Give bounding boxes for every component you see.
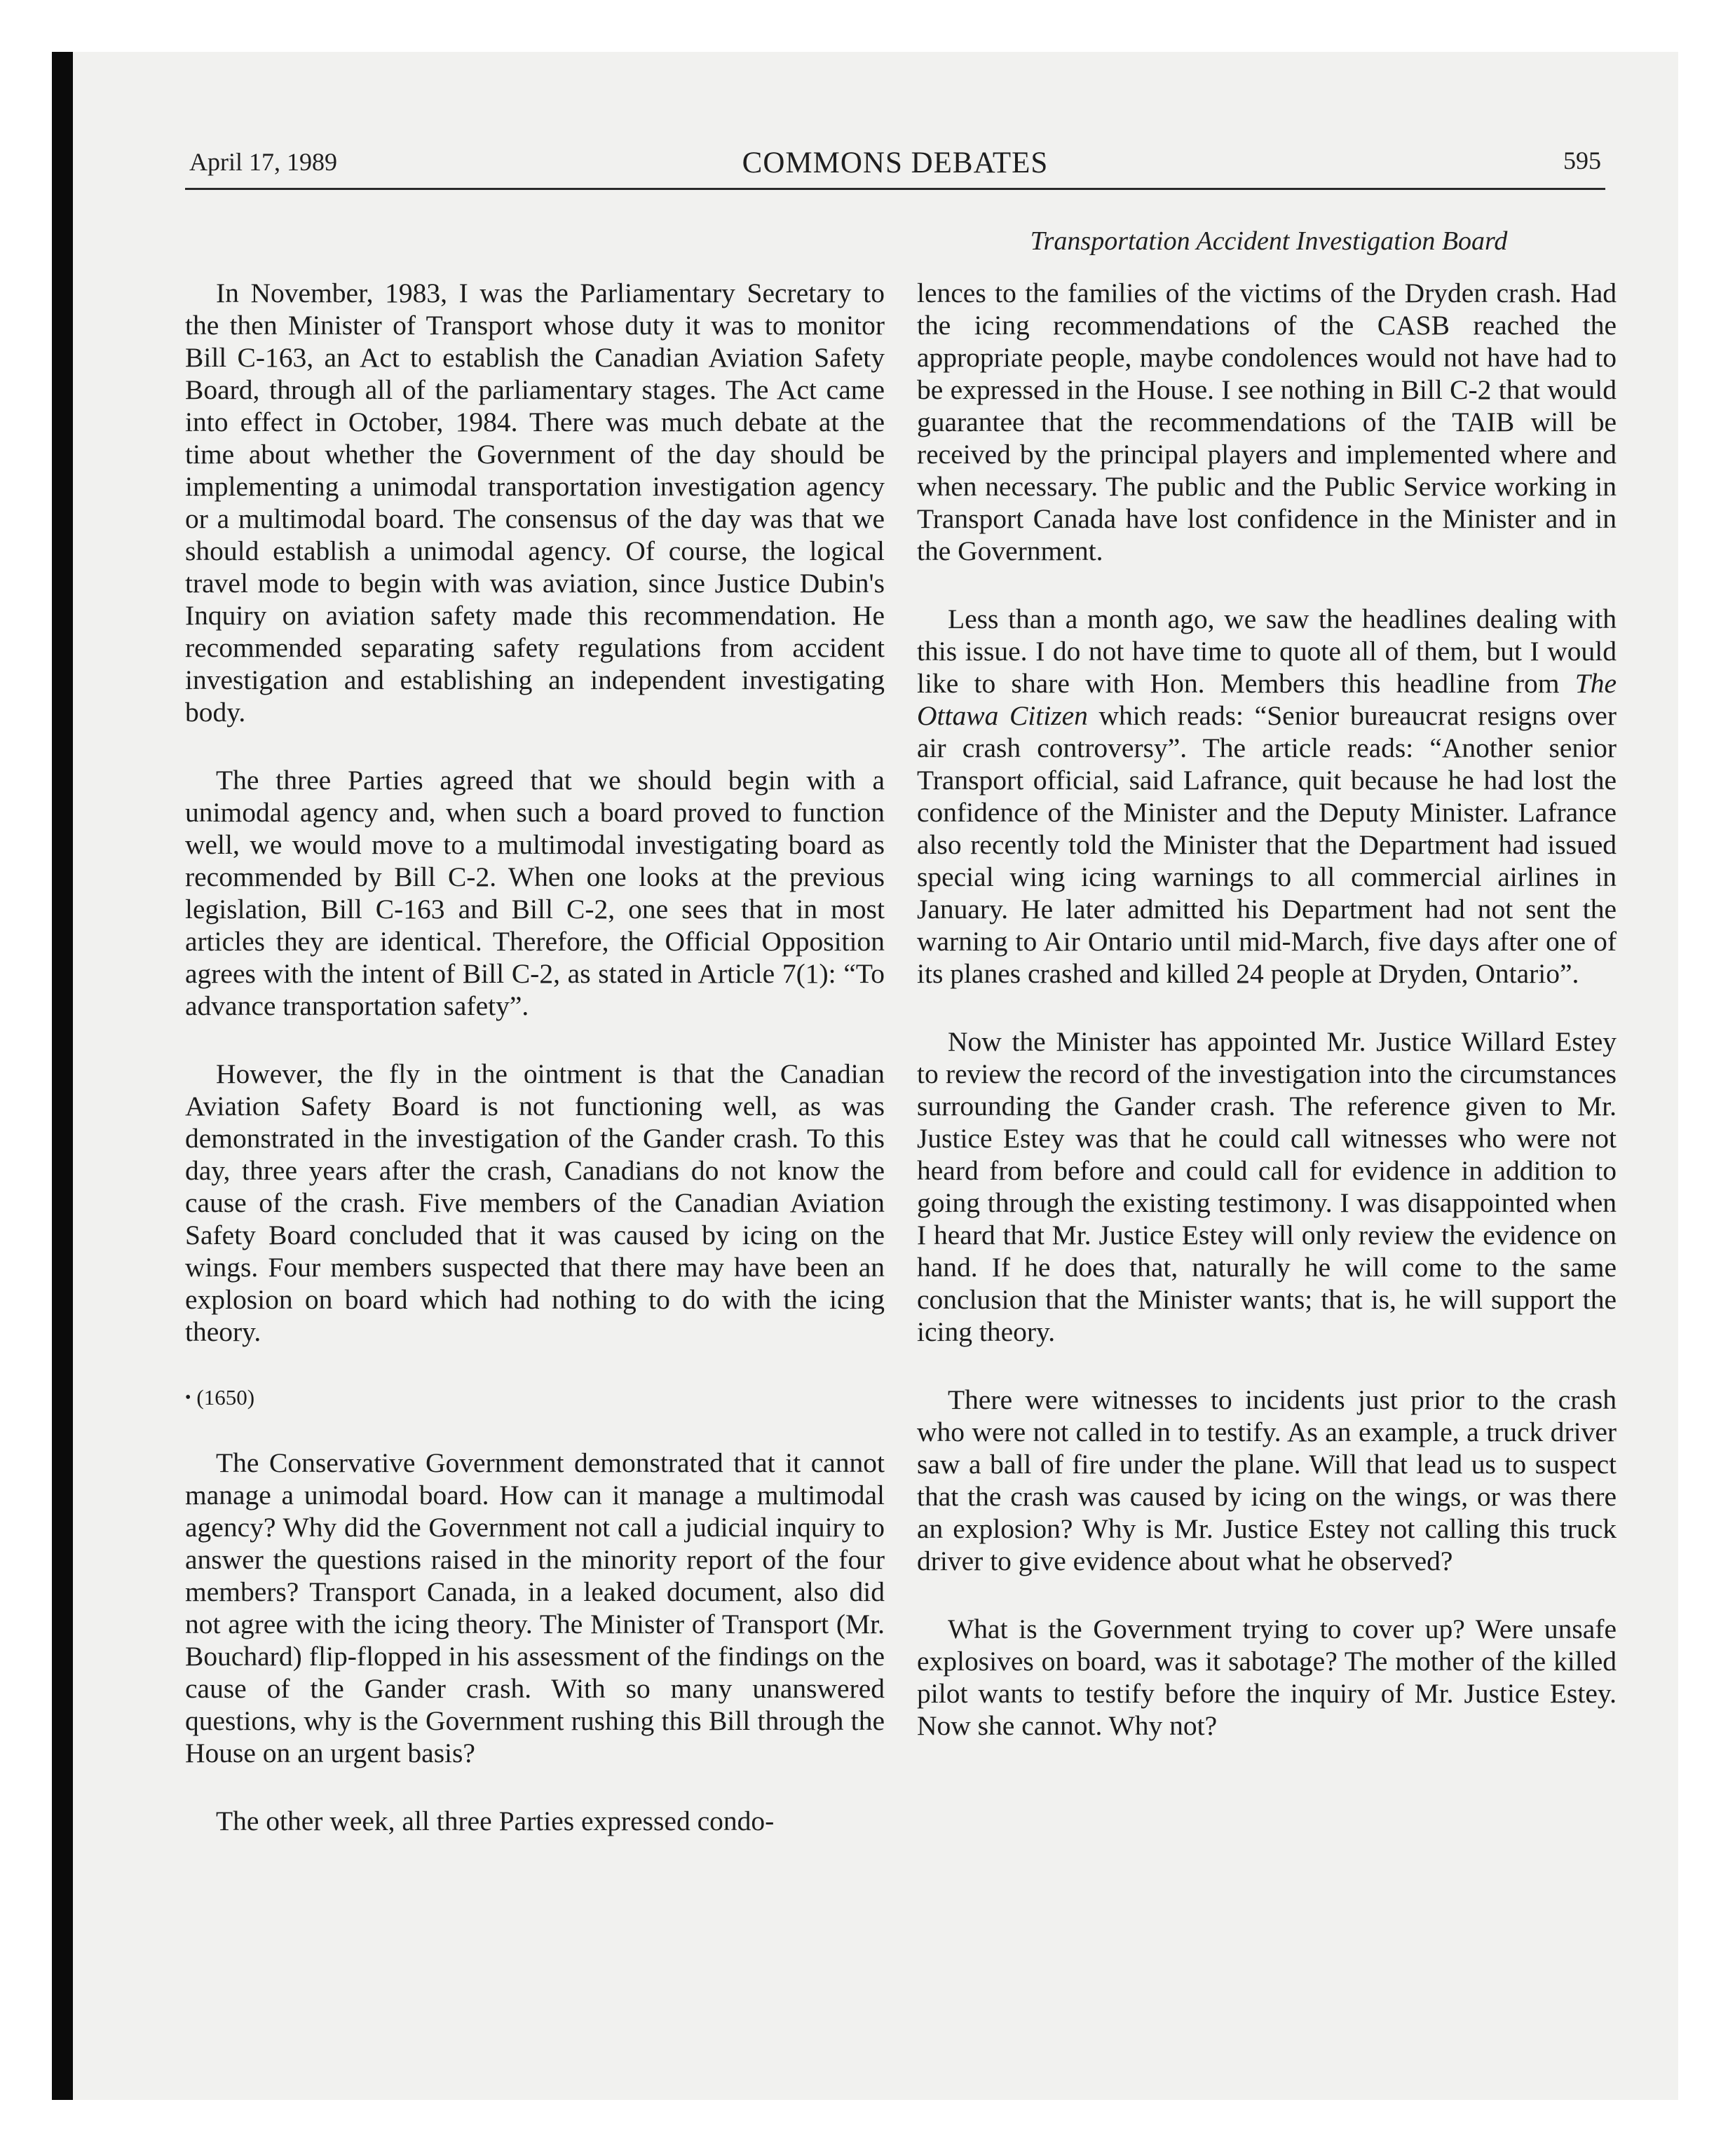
running-header: [185, 146, 1605, 188]
paragraph: However, the fly in the ointment is that the Canadian Aviation Safety Board is not functioning well, as was demonstrated in the investigation of the Gander crash. To this day, three years after the crash, Canadians do not know the cause of the crash. Five members of the Canadian Aviation Safety Board concluded that it was caused by icing on the wings. Four members suspected that there may have been an explosion on board which had nothing to do with the icing theory.: [185, 1058, 885, 1347]
paragraph: lences to the families of the victims of the Dryden crash. Had the icing recommendations of the CASB reached the appropriate people, maybe condolences would not have had to be expressed in the House. I see nothing in Bill C-2 that would guarantee that the recommendations of the TAIB will be received by the principal players and implemented where and when necessary. The public and the Public Service working in Transport Canada have lost confidence in the Minister and in the Government.: [917, 278, 1617, 566]
header-rule: [185, 188, 1605, 190]
header-title: COMMONS DEBATES: [742, 146, 1049, 179]
publication-name: The Ottawa Citizen: [917, 668, 1617, 731]
paragraph: The Conservative Government demonstrated that it cannot manage a unimodal board. How can it manage a multimodal agency? Why did the Government not call a judicial inquiry to answer the questions raised in the minority report of the four members? Transport Canada, in a leaked document, also did not agree with the icing theory. The Minister of Transport (Mr. Bouchard) flip-flopped in his assessment of the findings on the cause of the Gander crash. With so many unanswered questions, why is the Government rushing this Bill through the House on an urgent basis?: [185, 1447, 885, 1768]
paragraph: The three Parties agreed that we should begin with a unimodal agency and, when such a board proved to function well, we would move to a multimodal investigating board as recommended by Bill C-2. When one looks at the previous legislation, Bill C-163 and Bill C-2, one sees that in most articles they are identical. Therefore, the Official Opposition agrees with the intent of Bill C-2, as stated in Article 7(1): “To advance transportation safety”.: [185, 765, 885, 1021]
right-column: [917, 277, 1617, 1742]
left-column: [185, 277, 885, 1837]
paragraph: There were witnesses to incidents just prior to the crash who were not called in to testify. As an example, a truck driver saw a ball of fire under the plane. Will that lead us to suspect that the crash was caused by icing on the wings, or was there an explosion? Why is Mr. Justice Estey not calling this truck driver to give evidence about what he observed?: [917, 1384, 1617, 1576]
scan-edge-bar: [52, 52, 73, 2100]
paragraph: The other week, all three Parties expressed condo-: [216, 1806, 775, 1836]
paragraph-text: Less than a month ago, we saw the headlines dealing with this issue. I do not have time to quote all of them, but I would like to share with Hon. Members this headline from: [917, 603, 1617, 699]
page-number: 595: [1563, 146, 1601, 175]
paragraph: In November, 1983, I was the Parliamentary Secretary to the then Minister of Transport whose duty it was to monitor Bill C-163, an Act to establish the Canadian Aviation Safety Board, through all of the parliamentary stages. The Act came into effect in October, 1984. There was much debate at the time about whether the Government of the day should be implementing a unimodal transportation investigation agency or a multimodal board. The consensus of the day was that we should establish a unimodal agency. Of course, the logical travel mode to begin with was aviation, since Justice Dubin's Inquiry on aviation safety made this recommendation. He recommended separating safety regulations from accident investigation and establishing an independent investigating body.: [185, 278, 885, 728]
bullet-icon: •: [185, 1389, 191, 1407]
section-title: Transportation Accident Investigation Board: [1030, 226, 1508, 256]
header-date: April 17, 1989: [189, 148, 337, 176]
paragraph: [917, 603, 1617, 990]
paragraph: What is the Government trying to cover up? Were unsafe explosives on board, was it sabotage? The mother of the killed pilot wants to testify before the inquiry of Mr. Justice Estey. Now she cannot. Why not?: [917, 1613, 1617, 1741]
paragraph: Now the Minister has appointed Mr. Justice Willard Estey to review the record of the investigation into the circumstances surrounding the Gander crash. The reference given to Mr. Justice Estey was that he could call witnesses who were not heard from before and could call for evidence in addition to going through the existing testimony. I was disappointed when I heard that Mr. Justice Estey will only review the evidence on hand. If he does that, naturally he will come to the same conclusion that the Minister wants; that is, he will support the icing theory.: [917, 1026, 1617, 1347]
time-marker-text: (1650): [196, 1385, 255, 1410]
paragraph-text: which reads: “Senior bureaucrat resigns over air crash controversy”. The article reads: “Another senior Transport official, said Lafrance, quit because he had lost the confidence of the Minister and the Deputy Minister. Lafrance also recently told the Minister that the Department had issued special wing icing warnings to all commercial airlines in January. He later admitted his Department had not sent the warning to Air Ontario until mid-March, five days after one of its planes crashed and killed 24 people at Dryden, Ontario”.: [917, 700, 1617, 989]
time-marker: [185, 1384, 885, 1412]
